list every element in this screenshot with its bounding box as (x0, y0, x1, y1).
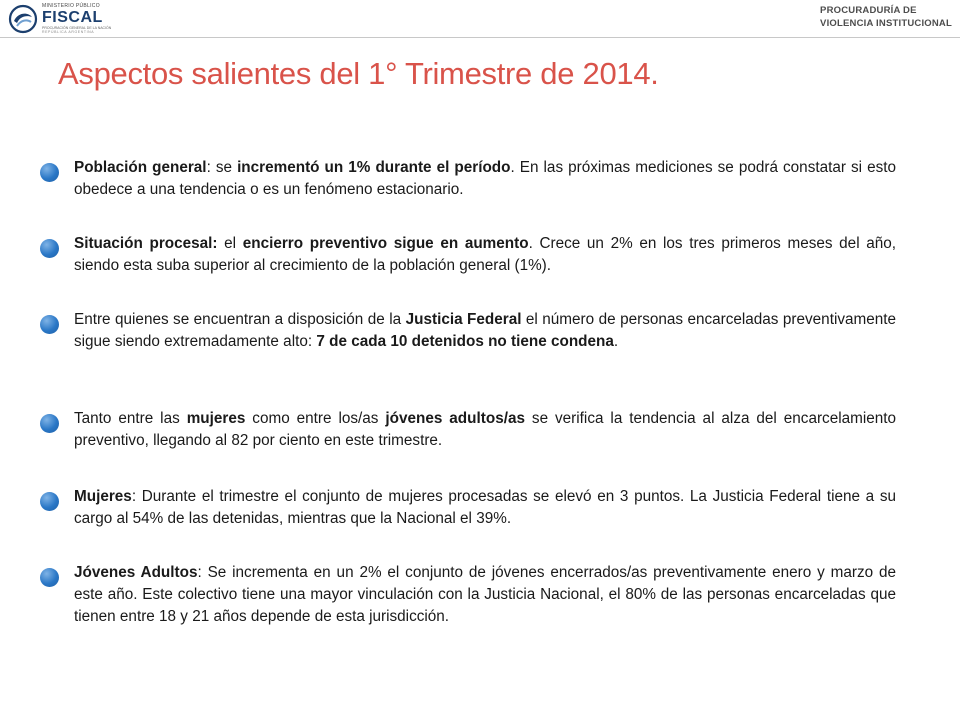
org-name-line-2: VIOLENCIA INSTITUCIONAL (820, 18, 952, 29)
bullet-icon (40, 568, 59, 587)
item-bold-1: Jóvenes Adultos (74, 564, 198, 581)
list-item-text: Jóvenes Adultos: Se incrementa en un 2% el conjunto de jóvenes encerrados/as preventivamente enero y marzo de este año. Este colectivo tiene una mayor vinculación con la Justicia Nacional, el 80% de las personas encarceladas que tienen entre 18 y 21 años depende de esta jurisdicción. (74, 564, 896, 625)
item-bold-1: Población general (74, 159, 207, 176)
logo-fiscal-text: FISCAL (42, 8, 103, 26)
bullet-icon (40, 239, 59, 258)
logo-procuracion-text: PROCURACIÓN GENERAL DE LA NACIÓN (42, 25, 112, 30)
org-name-line-1: PROCURADURÍA DE (820, 5, 917, 16)
logo-republica-text: REPÚBLICA ARGENTINA (42, 30, 95, 34)
item-bold-2: 7 de cada 10 detenidos no tiene condena (316, 333, 614, 350)
logo-ministerio-text: MINISTERIO PÚBLICO (42, 2, 100, 9)
list-item-text: Entre quienes se encuentran a disposición de la Justicia Federal el número de personas encarceladas preventivamente sigue siendo extremadamente alto: 7 de cada 10 detenidos no tiene condena. (74, 311, 897, 350)
item-bold-2: incrementó un 1% durante el período (237, 159, 511, 176)
item-bold-1: mujeres (186, 410, 246, 427)
list-item-text: Mujeres: Durante el trimestre el conjunto de mujeres procesadas se elevó en 3 puntos. La Justicia Federal tiene a su cargo al 54% de las detenidas, mientras que la Nacional el 39%. (74, 488, 896, 527)
bullet-icon (40, 315, 59, 334)
list-item-text: Situación procesal: el encierro preventivo sigue en aumento. Crece un 2% en los tres primeros meses del año, siendo esta suba superior al crecimiento de la población general (1%). (74, 235, 897, 274)
item-bold-2: jóvenes adultos/as (385, 410, 525, 427)
org-name (820, 4, 952, 30)
bullet-icon (40, 492, 59, 511)
page-title: Aspectos salientes del 1° Trimestre de 2014. (58, 56, 659, 91)
list-item-text: Población general: se incrementó un 1% durante el período. En las próximas mediciones se podrá constatar si esto obedece a una tendencia o es un fenómeno estacionario. (74, 159, 896, 198)
item-bold-1: Situación procesal: (74, 235, 218, 252)
bullet-icon (40, 163, 59, 182)
item-bold-1: Mujeres (74, 488, 132, 505)
item-bold-2: encierro preventivo sigue en aumento (242, 235, 529, 252)
mpf-logo[interactable] (8, 3, 111, 35)
header-divider (0, 37, 960, 38)
header (0, 0, 960, 38)
bullet-icon (40, 414, 59, 433)
item-bold-1: Justicia Federal (405, 311, 522, 328)
list-item-text: Tanto entre las mujeres como entre los/as jóvenes adultos/as se verifica la tendencia al alza del encarcelamiento preventivo, llegando al 82 por ciento en este trimestre. (74, 410, 897, 449)
mpf-logo-icon (8, 4, 38, 34)
